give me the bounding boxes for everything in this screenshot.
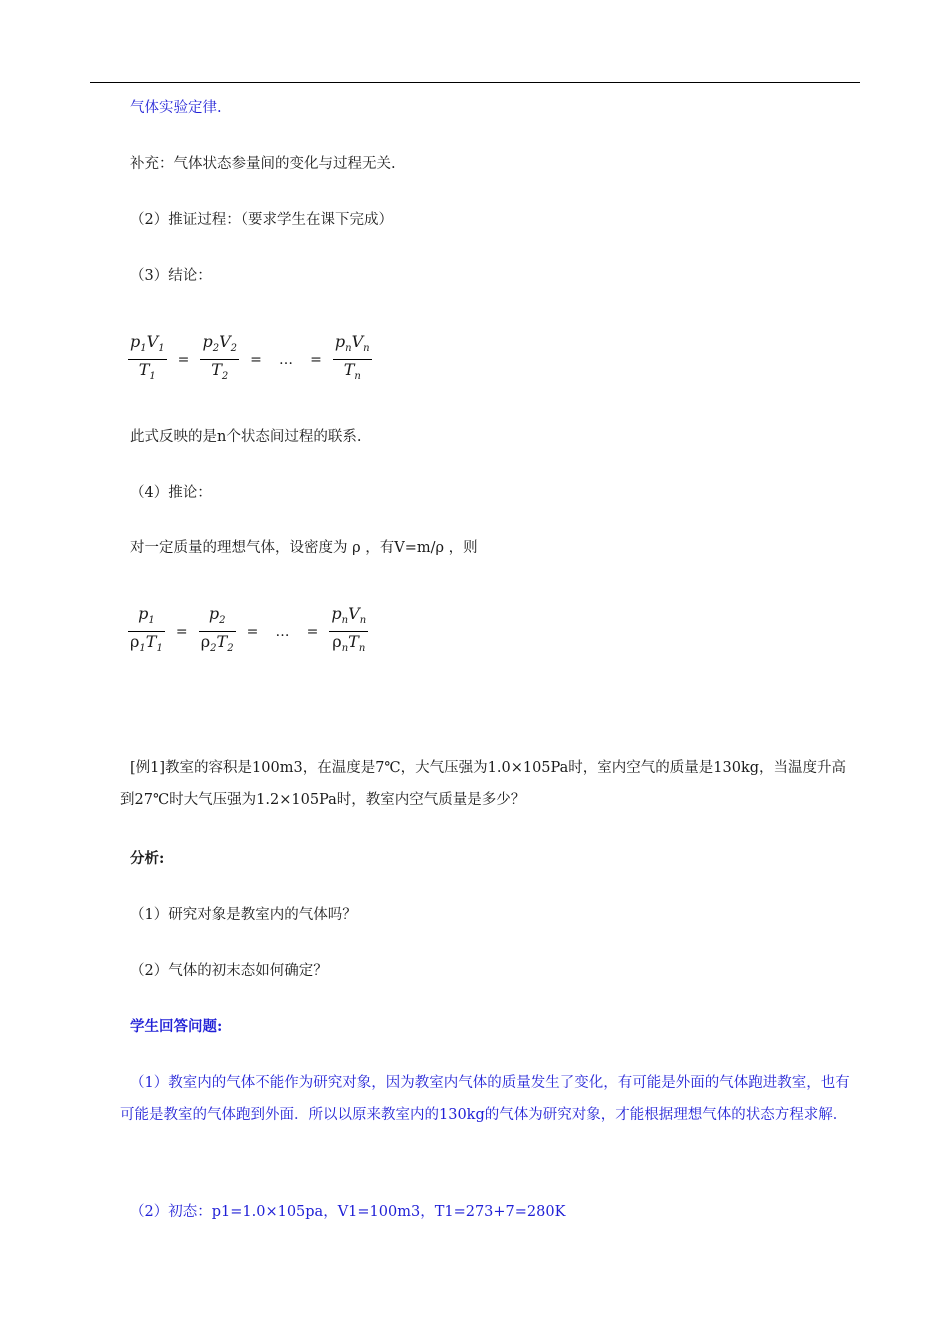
equals-sign: = <box>250 351 262 368</box>
answer-2: （2）初态：p1=1.0×105pa，V1=100m3，T1=273+7=280K <box>130 1204 566 1220</box>
text-gas-laws: 气体实验定律. <box>130 100 222 116</box>
fraction-state-2: $\frac{p_2V_2}{T_2}$ <box>202 332 238 383</box>
fraction-density-n: $\frac{p_nV_n}{\rho_nT_n}$ <box>331 604 367 655</box>
equals-sign: = <box>306 623 319 640</box>
ellipsis: … <box>275 623 290 640</box>
fraction-density-1: $\frac{p_1}{\rho_1T_1}$ <box>130 604 163 655</box>
ellipsis: … <box>278 351 293 368</box>
header-rule <box>90 82 860 83</box>
equals-sign: = <box>310 351 322 368</box>
text-corollary: （4）推论： <box>130 485 212 501</box>
text-conclusion: （3）结论： <box>130 268 212 284</box>
fraction-density-2: $\frac{p_2}{\rho_2T_2}$ <box>200 604 234 655</box>
text-formula-meaning: 此式反映的是n个状态间过程的联系. <box>130 429 362 445</box>
formula-state-equation <box>128 332 372 387</box>
text-derivation: （2）推证过程：（要求学生在课下完成） <box>130 212 393 228</box>
text-density-setup: 对一定质量的理想气体，设密度为 ρ ，有V=m/ρ ，则 <box>130 540 478 556</box>
question-2: （2）气体的初末态如何确定？ <box>130 963 328 979</box>
equals-sign: = <box>175 623 188 640</box>
question-1: （1）研究对象是教室内的气体吗？ <box>130 907 357 923</box>
fraction-state-n: $\frac{p_nV_n}{T_n}$ <box>334 332 370 383</box>
analysis-heading: 分析: <box>130 850 165 867</box>
fraction-state-1: $\frac{p_1V_1}{T_1}$ <box>130 332 165 383</box>
answer-heading: 学生回答问题: <box>130 1018 223 1035</box>
equals-sign: = <box>177 351 190 368</box>
text-supplement: 补充：气体状态参量间的变化与过程无关. <box>130 156 396 172</box>
equals-sign: = <box>246 623 259 640</box>
example-problem: [例1]教室的容积是100m3，在温度是7℃，大气压强为1.0×105Pa时，室内空气的质量是130kg，当温度升高到27℃时大气压强为1.2×105Pa时，教室内空气质量是多少？ <box>120 760 847 808</box>
formula-density-equation <box>128 604 368 659</box>
answer-1: （1）教室内的气体不能作为研究对象，因为教室内气体的质量发生了变化，有可能是外面的气体跑进教室，也有可能是教室的气体跑到外面．所以以原来教室内的130kg的气体为研究对象，才能根据理想气体的状态方程求解． <box>120 1075 850 1123</box>
